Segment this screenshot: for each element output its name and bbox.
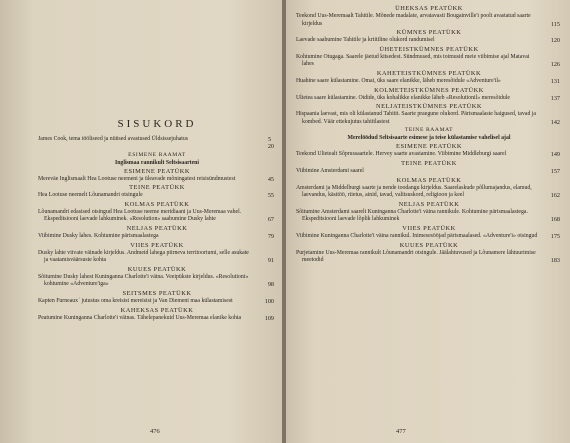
toc-title: SISUKORD bbox=[117, 118, 197, 130]
chapter-heading: VIIES PEATÜKK bbox=[402, 224, 456, 232]
toc-entry bbox=[296, 233, 562, 241]
toc-page-number: 142 bbox=[550, 118, 560, 126]
toc-entry bbox=[38, 250, 276, 265]
toc-entry-text: Dusky lahte viivate väinade kirjeldus. Andmeid lahega piirneva territooriumi, selle asukate ja vaatamisväärsuste kohta bbox=[38, 249, 249, 264]
chapter-heading: ESIMENE PEATÜKK bbox=[124, 167, 190, 175]
left-page-number: 476 bbox=[150, 428, 160, 435]
right-page bbox=[286, 0, 570, 443]
toc-page-number: 131 bbox=[550, 77, 560, 85]
toc-page-number: 175 bbox=[550, 232, 560, 240]
toc-page-number: 120 bbox=[550, 37, 560, 45]
toc-entry-text: Kapten Furneauxˈ jutustus oma kreisist mereisist ja Van Diemeni maa külastamisest bbox=[38, 297, 233, 304]
toc-entry-text: Mereväe Inglismaalt Hea Lootuse neemeni ja üleavade mõningatest reisisündmustest bbox=[38, 175, 236, 182]
toc-entry-text: Purjetamine Uus-Meremaa rannikult Lõunamandri otsingule. Jäälahtuvused ja Lõunamere lähtuurimise meetodid bbox=[296, 249, 536, 264]
toc-entry bbox=[296, 111, 562, 126]
chapter-heading: ESIMENE PEATÜKK bbox=[396, 143, 462, 151]
toc-page-number: 137 bbox=[550, 94, 560, 102]
chapter-heading: KAHETEISTKÜMNES PEATÜKK bbox=[376, 69, 482, 77]
toc-entry-text: Kohtumine Otugaga. Saarele jäetud kitsedest. Sündmused, mis toimusid meie viibimise ajal Matavai lahes bbox=[296, 53, 530, 68]
chapter-heading: VIIES PEATÜKK bbox=[130, 241, 184, 249]
toc-entry-text: Viibimine Dusky lahes. Kohtumine pärismaalastega bbox=[38, 232, 159, 239]
toc-entry-text: Huahine saare külastamine. Omai, üks saare elanikke, läheb meresõidule «Adventure'il» bbox=[296, 77, 501, 84]
toc-entry-text: Viibimine Kuninganna Charlotte'i väina rannikul. Inimesesööjad pärismaalased. «Adventure'i» otsingud bbox=[296, 232, 538, 239]
toc-entry bbox=[296, 13, 562, 28]
toc-entry bbox=[296, 250, 562, 265]
toc-entry-text: Sõitumine Amsterdami saarelt Kuninganna Charlotte'i väina rannikule. Kohtumine pärismaalastega. Ekspeditsiooni laevade lõplik lahkuminek bbox=[296, 208, 528, 223]
toc-page-number: 157 bbox=[550, 167, 560, 175]
toc-entry: James Cook, tema tööliseed ja nüüsed avastused Üldsissejuhatus 5 bbox=[38, 136, 272, 143]
chapter-heading: NELJATEISTKÜMNES PEATÜKK bbox=[376, 103, 482, 111]
toc-entry bbox=[296, 209, 562, 224]
left-toc bbox=[38, 118, 276, 322]
toc-entry bbox=[38, 209, 276, 224]
chapter-heading: KAHEKSAS PEATÜKK bbox=[120, 306, 194, 314]
toc-page-number: 183 bbox=[550, 257, 560, 265]
toc-entry bbox=[296, 151, 562, 159]
toc-entry-text: James Cook, tema tööliseed ja nüüsed avastused Üldsissejuhatus bbox=[38, 136, 189, 142]
chapter-heading: KOLMETEISTKÜMNES PEATÜKK bbox=[374, 86, 484, 94]
chapter-heading: SEITSMES PEATÜKK bbox=[122, 289, 192, 297]
book-part-title: Merelöödud Seltsisaarte esimese ja teise külastamise vahelisel ajal bbox=[347, 135, 511, 142]
toc-entry-text: Ulietea saare külastamine. Oidide, üks kohalikke elanikke läheb «Resolutionil» meresõidule bbox=[296, 94, 510, 101]
toc-entry bbox=[38, 274, 276, 289]
toc-entry-text: Peatumine Kuninganna Charlotte'i väinas. Tähelepanekuid Uus-Meremaa elanike kohta bbox=[38, 314, 242, 321]
toc-entry-text: Lõunamandri edasised otsingud Hea Lootuse neeme meridiaani ja Uus-Meremaa vahel. Ekspeditsiooni laevade lahkuminek. «Resolution» saabumine Dusky lahte bbox=[38, 208, 242, 223]
toc-entry bbox=[296, 185, 562, 200]
toc-entry bbox=[38, 176, 276, 184]
chapter-heading: KOLMAS PEATÜKK bbox=[396, 176, 462, 184]
toc-entry bbox=[296, 37, 562, 45]
toc-page-number: 109 bbox=[264, 314, 274, 322]
toc-entry bbox=[38, 233, 276, 241]
book-part-label: TEINE RAAMAT bbox=[404, 127, 454, 134]
chapter-heading: NELJAS PEATÜKK bbox=[126, 224, 188, 232]
toc-entry-text: Hispaania laevast, mis oli külastanud Tahitit. Saarte praegune olukord. Pärismaalaste haigused, tavad ja kombed. Väär ettekujutus tahiitlastest bbox=[296, 111, 536, 125]
toc-page-number: 162 bbox=[550, 192, 560, 200]
chapter-heading: KÜMNES PEATÜKK bbox=[396, 29, 462, 37]
toc-entry-text: Teekond Uus-Meremaalt Tahitile. Mõnede madalate, arvatavasti Bougainville'i poolt avastatud saarte kirjeldus bbox=[296, 13, 531, 27]
toc-entry-text: Viibimine Amsterdami saarel bbox=[296, 167, 364, 174]
chapter-heading: KUUES PEATÜKK bbox=[399, 241, 459, 249]
right-page-number: 477 bbox=[396, 428, 406, 435]
toc-entry-text: Hea Lootuse neemelt Lõunamandri otsingule bbox=[38, 192, 143, 199]
toc-page-number: 168 bbox=[550, 216, 560, 224]
chapter-heading: ÜHETEISTKÜMNES PEATÜKK bbox=[379, 45, 479, 53]
toc-entry-text: Sõitumine Dusky lahest Kuninganna Charlotte'i väina. Veeipükste kirjeldus. «Resolutioni» kohtumine «Adventure'iga» bbox=[38, 273, 249, 288]
book-part-title: Inglismaa rannikult Seltsisaarteni bbox=[114, 159, 200, 166]
toc-page-number: 126 bbox=[550, 61, 560, 69]
toc-entry-text: Laevade saabumine Tahitile ja kriitiline olukord randumisel bbox=[296, 37, 435, 44]
left-page bbox=[0, 0, 284, 443]
book-part-label: ESIMENE RAAMAT bbox=[128, 151, 186, 158]
toc-entry bbox=[296, 168, 562, 176]
chapter-heading: ÜHEKSAS PEATÜKK bbox=[395, 5, 463, 12]
chapter-heading: KUUES PEATÜKK bbox=[127, 265, 187, 273]
toc-entry bbox=[296, 78, 562, 86]
toc-entry bbox=[296, 54, 562, 69]
toc-entry bbox=[38, 144, 276, 151]
toc-entry-text: Amsterdami ja Middelburgi saarte ja nende toodangu kirjeldus. Saarelaskude põllumajandus, elamud, laevandus, käsitöö, riietus, ainid, tavad, valitsuskord, religioon ja keel bbox=[296, 184, 532, 199]
toc-entry bbox=[38, 192, 276, 200]
toc-entry bbox=[38, 315, 276, 323]
chapter-heading: TEINE PEATÜKK bbox=[401, 159, 457, 167]
toc-entry bbox=[296, 95, 562, 103]
toc-page-number: 115 bbox=[550, 20, 560, 28]
toc-entry bbox=[38, 298, 276, 306]
toc-page-number: 100 bbox=[264, 297, 274, 305]
toc-entry-text: Teekond Ulietealt Sõprussaartele. Hervey saarte avastamine. Viibimine Middleburgi saarel bbox=[296, 151, 507, 158]
right-toc bbox=[296, 4, 562, 265]
chapter-heading: KOLMAS PEATÜKK bbox=[124, 200, 190, 208]
chapter-heading: TEINE PEATÜKK bbox=[129, 184, 185, 192]
toc-page-number: 149 bbox=[550, 151, 560, 159]
chapter-heading: NELJAS PEATÜKK bbox=[398, 200, 460, 208]
